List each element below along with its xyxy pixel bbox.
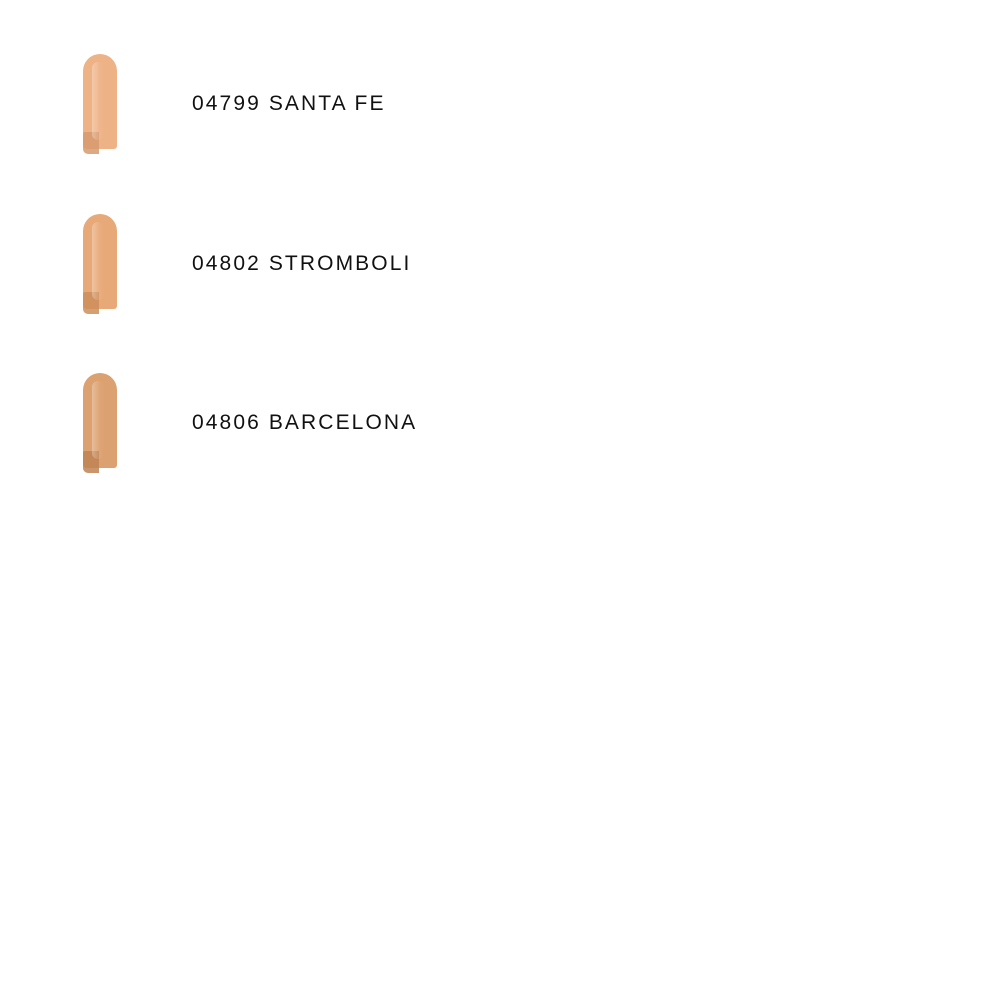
- swatch-gloss-icon: [92, 62, 104, 140]
- shade-name-label: 04806 BARCELONA: [192, 411, 418, 434]
- swatch-gloss-icon: [92, 222, 104, 300]
- shade-name-label: 04799 SANTA FE: [192, 92, 386, 115]
- list-item[interactable]: [0, 24, 1000, 184]
- shade-name-label: 04802 STROMBOLI: [192, 252, 412, 275]
- swatch-santa-fe: [83, 54, 123, 154]
- list-item[interactable]: [0, 343, 1000, 503]
- list-item[interactable]: [0, 184, 1000, 344]
- swatch-barcelona: [83, 373, 123, 473]
- swatch-stromboli: [83, 214, 123, 314]
- swatch-gloss-icon: [92, 381, 104, 459]
